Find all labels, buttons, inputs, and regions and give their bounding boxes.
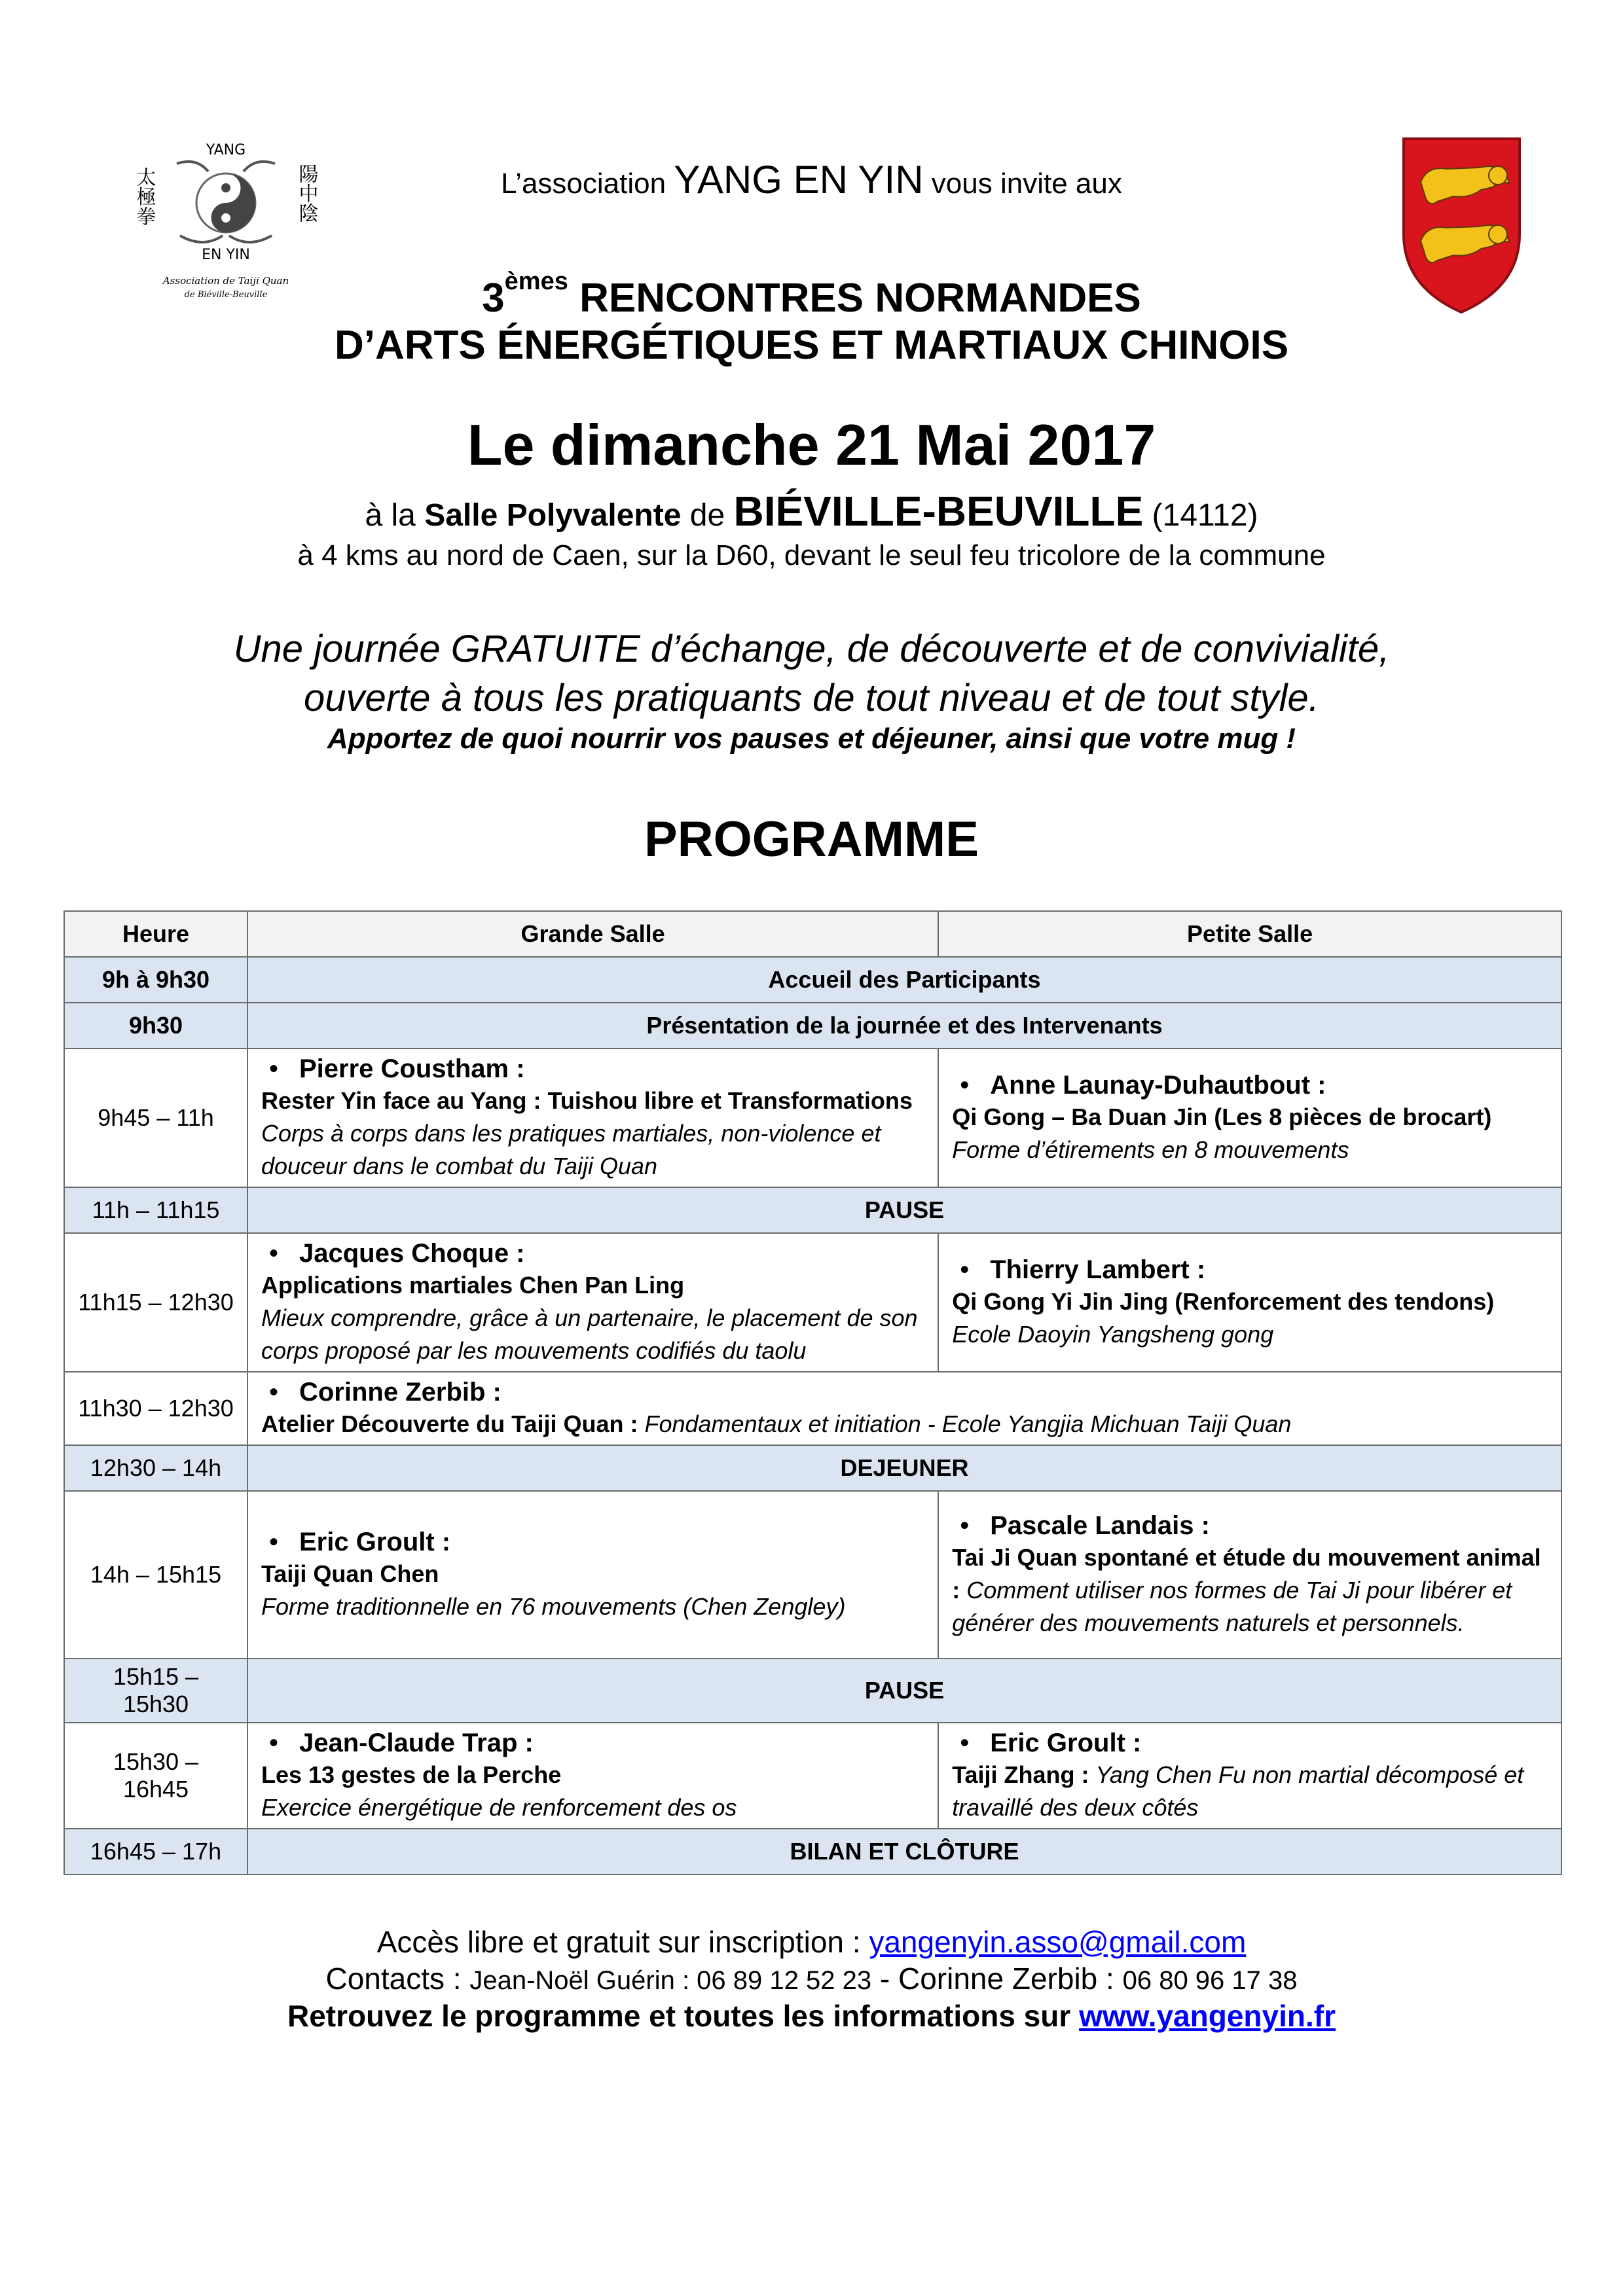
instructor xyxy=(261,1526,924,1558)
event-place xyxy=(0,488,1623,539)
website-link[interactable]: www.yangenyin.fr xyxy=(1079,1999,1336,2033)
instructor-name: Eric Groult : xyxy=(299,1528,451,1556)
contact-1: Jean-Noël Guérin : 06 89 12 52 23 xyxy=(469,1966,872,1995)
instructor-name: Jacques Choque : xyxy=(299,1239,525,1268)
access-line xyxy=(0,1922,1623,1962)
table-row xyxy=(64,957,1561,1003)
intro-line2: ouverte à tous les pratiquants de tout niveau et de tout style. xyxy=(304,677,1319,719)
place-directions: à 4 kms au nord de Caen, sur la D60, devant le seul feu tricolore de la commune xyxy=(297,539,1326,571)
table-row xyxy=(64,1049,1561,1187)
petite-salle-cell xyxy=(938,1723,1561,1829)
column-header-petite-salle: Petite Salle xyxy=(938,911,1561,957)
grande-salle-cell xyxy=(247,1491,938,1659)
session-title: Taiji Quan Chen xyxy=(261,1560,439,1587)
contact-separator: - xyxy=(879,1962,890,1996)
bullet-icon: • xyxy=(268,1528,278,1556)
contact-2-phone: 06 80 96 17 38 xyxy=(1122,1966,1298,1995)
programme-title: PROGRAMME xyxy=(644,812,979,867)
session-label: PAUSE xyxy=(247,1187,1561,1233)
column-header-grande-salle: Grande Salle xyxy=(247,911,938,957)
bullet-icon: • xyxy=(268,1054,278,1083)
session-label: Présentation de la journée et des Intervenants xyxy=(247,1003,1561,1049)
logo-bottom-text: EN YIN xyxy=(202,247,250,263)
session-description: Fondamentaux et initiation - Ecole Yangjia Michuan Taiji Quan xyxy=(644,1410,1292,1437)
session-label: BILAN ET CLÔTURE xyxy=(247,1829,1561,1874)
logo-right-chars: 陽中陰 xyxy=(295,164,318,223)
session-title: Les 13 gestes de la Perche xyxy=(261,1761,562,1788)
instructor xyxy=(261,1727,924,1759)
contact-2-name: Corinne Zerbib : xyxy=(898,1962,1114,1996)
contacts-label: Contacts : xyxy=(325,1962,462,1996)
session-description: Corps à corps dans les pratiques martiales, non-violence et douceur dans le combat du Taiji Quan xyxy=(261,1120,881,1179)
bullet-icon: • xyxy=(268,1239,278,1268)
time-cell: 9h à 9h30 xyxy=(64,957,247,1003)
petite-salle-cell xyxy=(938,1491,1561,1659)
time-cell: 9h45 – 11h xyxy=(64,1049,247,1187)
contacts-line xyxy=(0,1959,1623,2000)
session-title: Qi Gong Yi Jin Jing (Renforcement des tendons) xyxy=(952,1288,1495,1315)
session-label: PAUSE xyxy=(247,1659,1561,1723)
invite-suffix: vous invite aux xyxy=(931,168,1122,200)
bullet-icon: • xyxy=(960,1729,970,1757)
logo-left-chars: 太極拳 xyxy=(132,167,156,226)
table-row xyxy=(64,1659,1561,1723)
session-description: Forme traditionnelle en 76 mouvements (Chen Zengley) xyxy=(261,1593,846,1620)
place-town: BIÉVILLE-BEUVILLE xyxy=(733,488,1144,535)
event-date: Le dimanche 21 Mai 2017 xyxy=(467,412,1156,477)
event-title-line2: D’ARTS ÉNERGÉTIQUES ET MARTIAUX CHINOIS xyxy=(334,323,1289,368)
petite-salle-cell xyxy=(938,1049,1561,1187)
website-line xyxy=(0,1996,1623,2036)
time-cell: 15h30 – 16h45 xyxy=(64,1723,247,1829)
place-prefix: à la xyxy=(365,498,416,533)
instructor xyxy=(952,1069,1548,1101)
time-cell: 11h30 – 12h30 xyxy=(64,1372,247,1445)
session-title: Atelier Découverte du Taiji Quan : xyxy=(261,1410,638,1437)
both-salles-cell xyxy=(247,1372,1561,1445)
time-cell: 16h45 – 17h xyxy=(64,1829,247,1874)
table-header-row xyxy=(64,911,1561,957)
org-name: YANG EN YIN xyxy=(674,158,924,202)
instructor-name: Thierry Lambert : xyxy=(990,1255,1206,1284)
instructor-name: Pascale Landais : xyxy=(990,1511,1210,1540)
session-title: Tai Ji Quan spontané et étude du mouvement animal : xyxy=(952,1544,1541,1604)
event-title-line1 xyxy=(0,255,1623,325)
bullet-icon: • xyxy=(268,1378,278,1407)
table-row xyxy=(64,1445,1561,1491)
grande-salle-cell xyxy=(247,1723,938,1829)
time-cell: 9h30 xyxy=(64,1003,247,1049)
session-description: Ecole Daoyin Yangsheng gong xyxy=(952,1321,1274,1348)
logo-top-text: YANG xyxy=(206,142,246,158)
logo-caption-line2: de Biéville-Beuville xyxy=(184,290,268,300)
petite-salle-cell xyxy=(938,1233,1561,1372)
session-label: Accueil des Participants xyxy=(247,957,1561,1003)
instructor xyxy=(261,1376,1548,1408)
website-text: Retrouvez le programme et toutes les informations sur xyxy=(287,1999,1071,2033)
bullet-icon: • xyxy=(960,1071,970,1100)
time-cell: 15h15 – 15h30 xyxy=(64,1659,247,1723)
intro-line1: Une journée GRATUITE d’échange, de découverte et de convivialité, xyxy=(233,628,1390,670)
invite-line xyxy=(0,160,1623,204)
time-cell: 14h – 15h15 xyxy=(64,1491,247,1659)
instructor-name: Jean-Claude Trap : xyxy=(299,1729,534,1757)
instructor-name: Pierre Coustham : xyxy=(299,1054,525,1083)
session-line xyxy=(261,1408,1548,1441)
instructor xyxy=(261,1053,924,1085)
email-link[interactable]: yangenyin.asso@gmail.com xyxy=(869,1925,1247,1959)
title-line1: RENCONTRES NORMANDES xyxy=(579,276,1141,321)
bullet-icon: • xyxy=(960,1511,970,1540)
grande-salle-cell xyxy=(247,1233,938,1372)
time-cell: 11h – 11h15 xyxy=(64,1187,247,1233)
logo-caption-line1: Association de Taiji Quan xyxy=(162,275,289,287)
table-row xyxy=(64,1829,1561,1874)
invite-prefix: L’association xyxy=(501,168,666,200)
edition-sup: èmes xyxy=(504,268,568,295)
access-text: Accès libre et gratuit sur inscription : xyxy=(376,1925,861,1959)
table-row xyxy=(64,1491,1561,1659)
session-title: Qi Gong – Ba Duan Jin (Les 8 pièces de brocart) xyxy=(952,1103,1492,1130)
instructor-name: Eric Groult : xyxy=(990,1729,1142,1757)
place-hall: Salle Polyvalente xyxy=(424,498,682,533)
session-label: DEJEUNER xyxy=(247,1445,1561,1491)
programme-table xyxy=(64,910,1562,1875)
time-cell: 12h30 – 14h xyxy=(64,1445,247,1491)
column-header-heure: Heure xyxy=(64,911,247,957)
bullet-icon: • xyxy=(268,1729,278,1757)
session-title: Taiji Zhang : xyxy=(952,1761,1089,1788)
session-description: Mieux comprendre, grâce à un partenaire, le placement de son corps proposé par les mouvements codifiés du taolu xyxy=(261,1304,918,1364)
grande-salle-cell xyxy=(247,1049,938,1187)
time-cell: 11h15 – 12h30 xyxy=(64,1233,247,1372)
place-code: (14112) xyxy=(1152,498,1258,533)
edition-number: 3 xyxy=(482,276,505,321)
session-description: Exercice énergétique de renforcement des os xyxy=(261,1794,737,1821)
table-row xyxy=(64,1233,1561,1372)
table-row xyxy=(64,1187,1561,1233)
session-line xyxy=(952,1541,1548,1640)
table-row xyxy=(64,1003,1561,1049)
intro-line3: Apportez de quoi nourrir vos pauses et déjeuner, ainsi que votre mug ! xyxy=(327,723,1296,755)
session-description: Yang Chen Fu non martial décomposé et travaillé des deux côtés xyxy=(952,1761,1524,1821)
session-title: Rester Yin face au Yang : Tuishou libre et Transformations xyxy=(261,1087,913,1114)
instructor-name: Corinne Zerbib : xyxy=(299,1378,501,1407)
session-title: Applications martiales Chen Pan Ling xyxy=(261,1272,685,1299)
instructor xyxy=(952,1254,1548,1285)
table-row xyxy=(64,1372,1561,1445)
instructor xyxy=(261,1238,924,1269)
table-row xyxy=(64,1723,1561,1829)
instructor xyxy=(952,1510,1548,1541)
session-description: Forme d’étirements en 8 mouvements xyxy=(952,1136,1349,1163)
instructor-name: Anne Launay-Duhautbout : xyxy=(990,1071,1326,1100)
bullet-icon: • xyxy=(960,1255,970,1284)
session-line xyxy=(952,1759,1548,1824)
instructor xyxy=(952,1727,1548,1759)
session-description: Comment utiliser nos formes de Tai Ji pour libérer et générer des mouvements naturels et personnels. xyxy=(952,1577,1512,1636)
place-de: de xyxy=(689,498,725,533)
